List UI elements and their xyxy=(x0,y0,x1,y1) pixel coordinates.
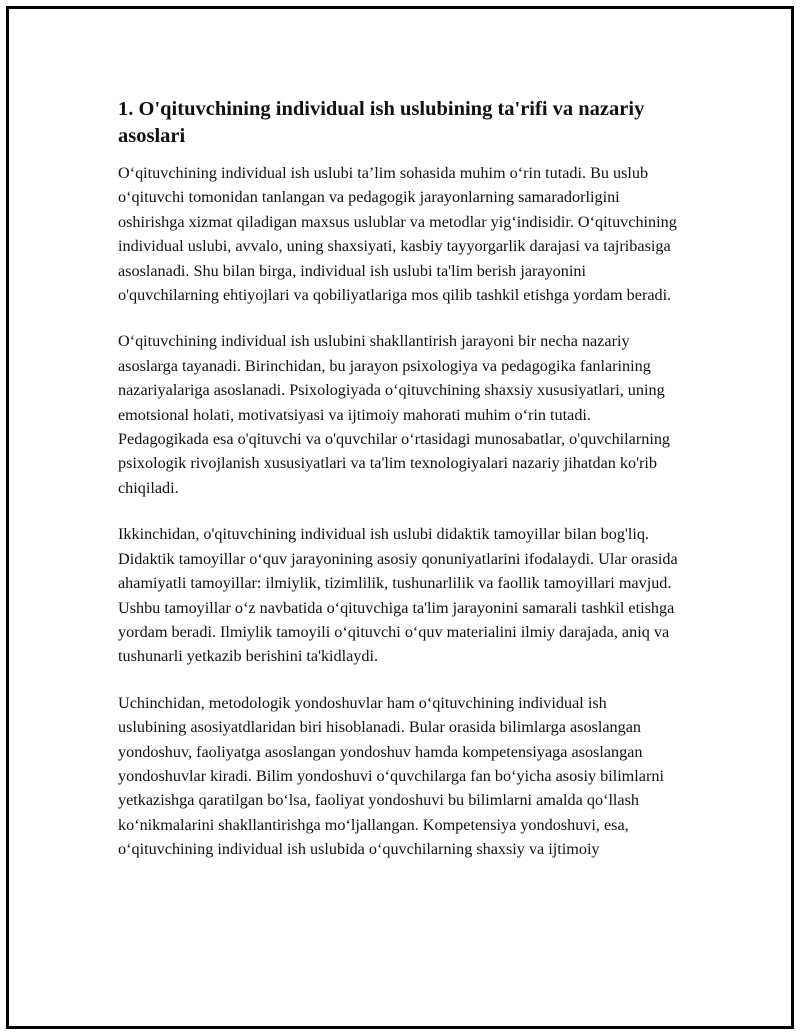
paragraph-1: O‘qituvchining individual ish uslubi ta’lim sohasida muhim o‘rin tutadi. Bu uslub o‘qituvchi tomonidan tanlangan va pedagogik jarayonlarning samaradorligini oshirishga xizmat qiladigan maxsus uslublar va metodlar yig‘indisidir. O‘qituvchining individual uslubi, avvalo, uning shaxsiyati, kasbiy tayyorgarlik darajasi va tajribasiga asoslanadi. Shu bilan birga, individual ish uslubi ta'lim berish jarayonini o'quvchilarning ehtiyojlari va qobiliyatlariga mos qilib tashkil etishga yordam beradi. xyxy=(118,164,677,305)
paragraph-2: O‘qituvchining individual ish uslubini shakllantirish jarayoni bir necha nazariy asoslarga tayanadi. Birinchidan, bu jarayon psixologiya va pedagogika fanlarining nazariyalariga asoslanadi. Psixologiyada o‘qituvchining shaxsiy xususiyatlari, uning emotsional holati, motivatsiyasi va ijtimoiy mahorati muhim o‘rin tutadi. Pedagogikada esa o'qituvchi va o'quvchilar o‘rtasidagi munosabatlar, o'quvchilarning psixologik rivojlanish xususiyatlari va ta'lim texnologiyalari nazariy jihatdan ko'rib chiqiladi. xyxy=(118,332,671,497)
paragraph-3: Ikkinchidan, o'qituvchining individual ish uslubi didaktik tamoyillar bilan bog'liq. Didaktik tamoyillar o‘quv jarayonining asosiy qonuniyatlarini ifodalaydi. Ular orasida ahamiyatli tamoyillar: ilmiylik, tizimlilik, tushunarlilik va faollik tamoyillari mavjud. Ushbu tamoyillar o‘z navbatida o‘qituvchiga ta'lim jarayonini samarali tashkil etishga yordam beradi. Ilmiylik tamoyili o‘qituvchi o‘quv materialini ilmiy darajada, aniq va tushunarli yetkazib berishini ta'kidlaydi. xyxy=(118,525,678,666)
document-body xyxy=(118,96,678,862)
section-heading: 1. O'qituvchining individual ish uslubining ta'rifi va nazariy asoslari xyxy=(118,98,645,147)
paragraph-4: Uchinchidan, metodologik yondoshuvlar ham o‘qituvchining individual ish uslubining asosiyatdlaridan biri hisoblanadi. Bular orasida bilimlarga asoslangan yondoshuv, faoliyatga asoslangan yondoshuv hamda kompetensiyaga asoslangan yondoshuvlar kiradi. Bilim yondoshuvi o‘quvchilarga fan bo‘yicha asosiy bilimlarni yetkazishga qaratilgan bo‘lsa, faoliyat yondoshuvi bu bilimlarni amalda qo‘llash ko‘nikmalarini shakllantirishga mo‘ljallangan. Kompetensiya yondoshuvi, esa, o‘qituvchining individual ish uslubida o‘quvchilarning shaxsiy va ijtimoiy xyxy=(118,693,664,859)
